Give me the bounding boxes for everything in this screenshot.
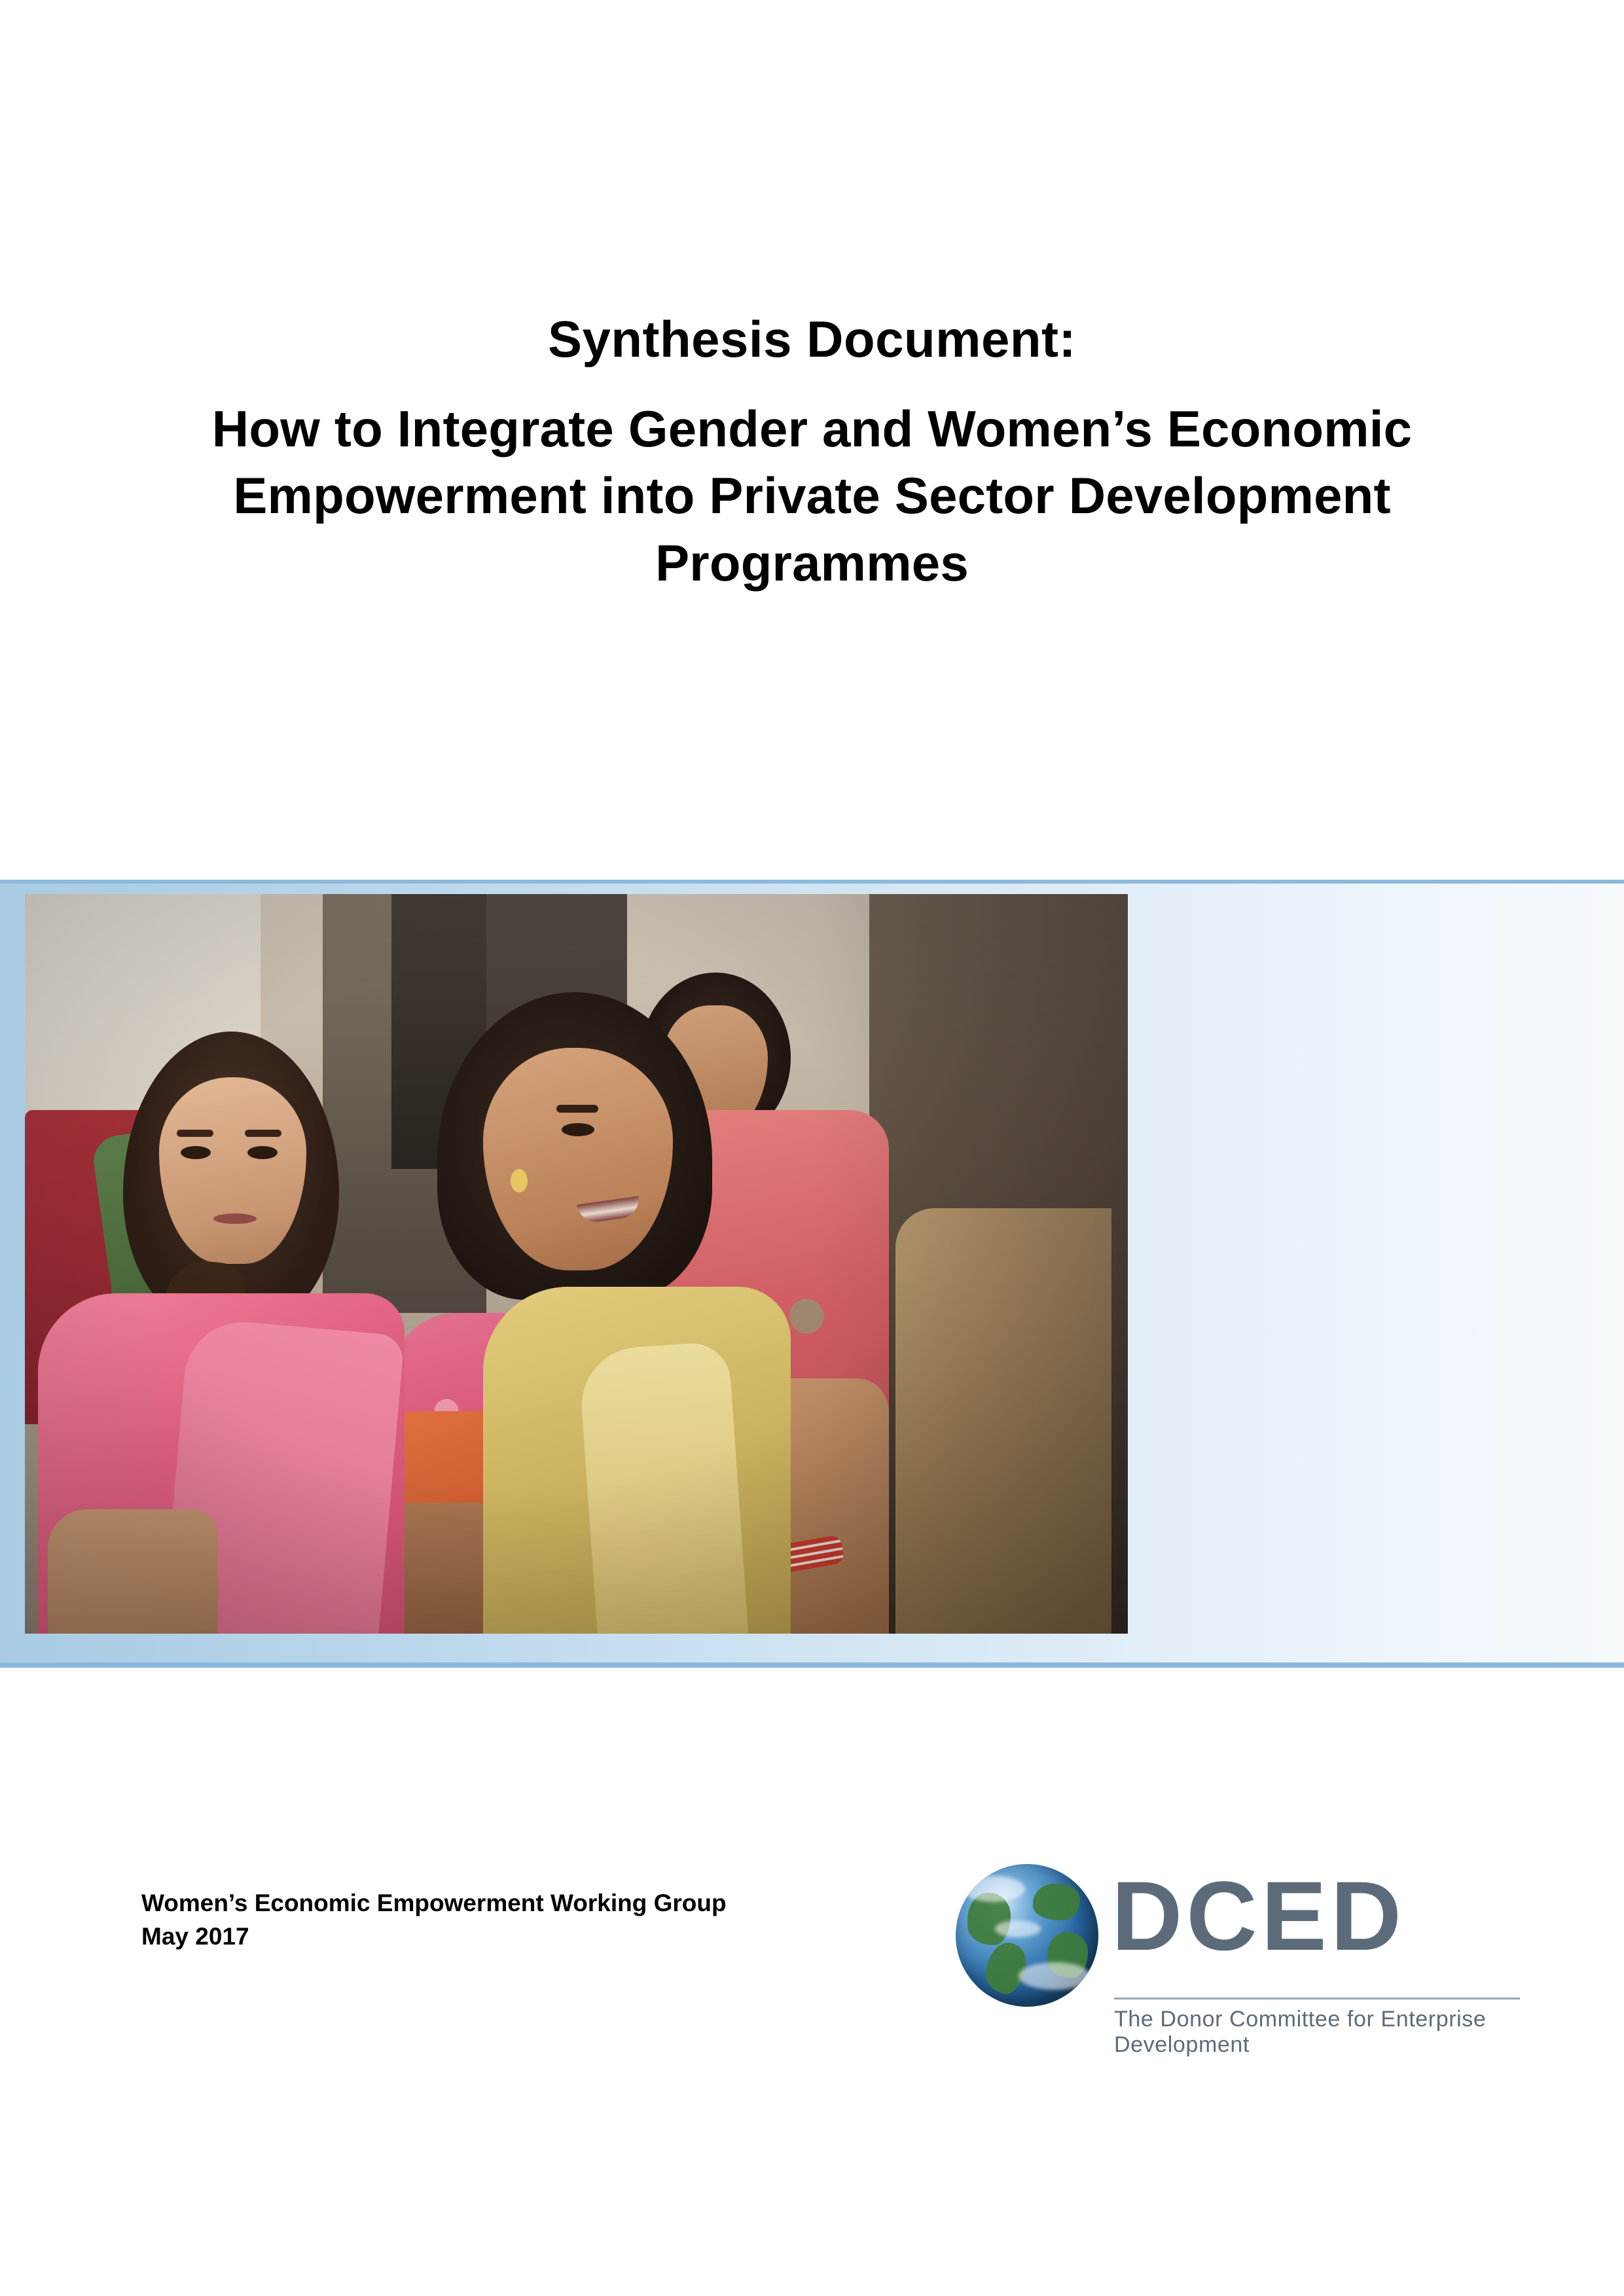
cover-photo-artwork <box>25 894 1128 1634</box>
dced-logo <box>943 1859 1532 2055</box>
publication-date: May 2017 <box>141 1923 249 1950</box>
title-block <box>0 308 1624 597</box>
banner-top-rule <box>0 880 1624 884</box>
cover-footer <box>0 1859 1624 2134</box>
author-group: Women’s Economic Empowerment Working Group <box>141 1890 727 1916</box>
page-title-line-1: Synthesis Document: <box>548 310 1076 368</box>
author-block <box>141 1886 914 1953</box>
logo-divider <box>1114 1998 1520 2000</box>
cover-photo <box>25 894 1128 1634</box>
banner-bottom-rule <box>0 1662 1624 1668</box>
page-title-line-2: How to Integrate Gender and Women’s Economic Empowerment into Private Sector Development Programmes <box>211 399 1413 592</box>
logo-tagline: The Donor Committee for Enterprise Development <box>1114 2007 1487 2057</box>
globe-icon <box>956 1864 1098 2007</box>
logo-wordmark: DCED <box>1111 1861 1406 1971</box>
